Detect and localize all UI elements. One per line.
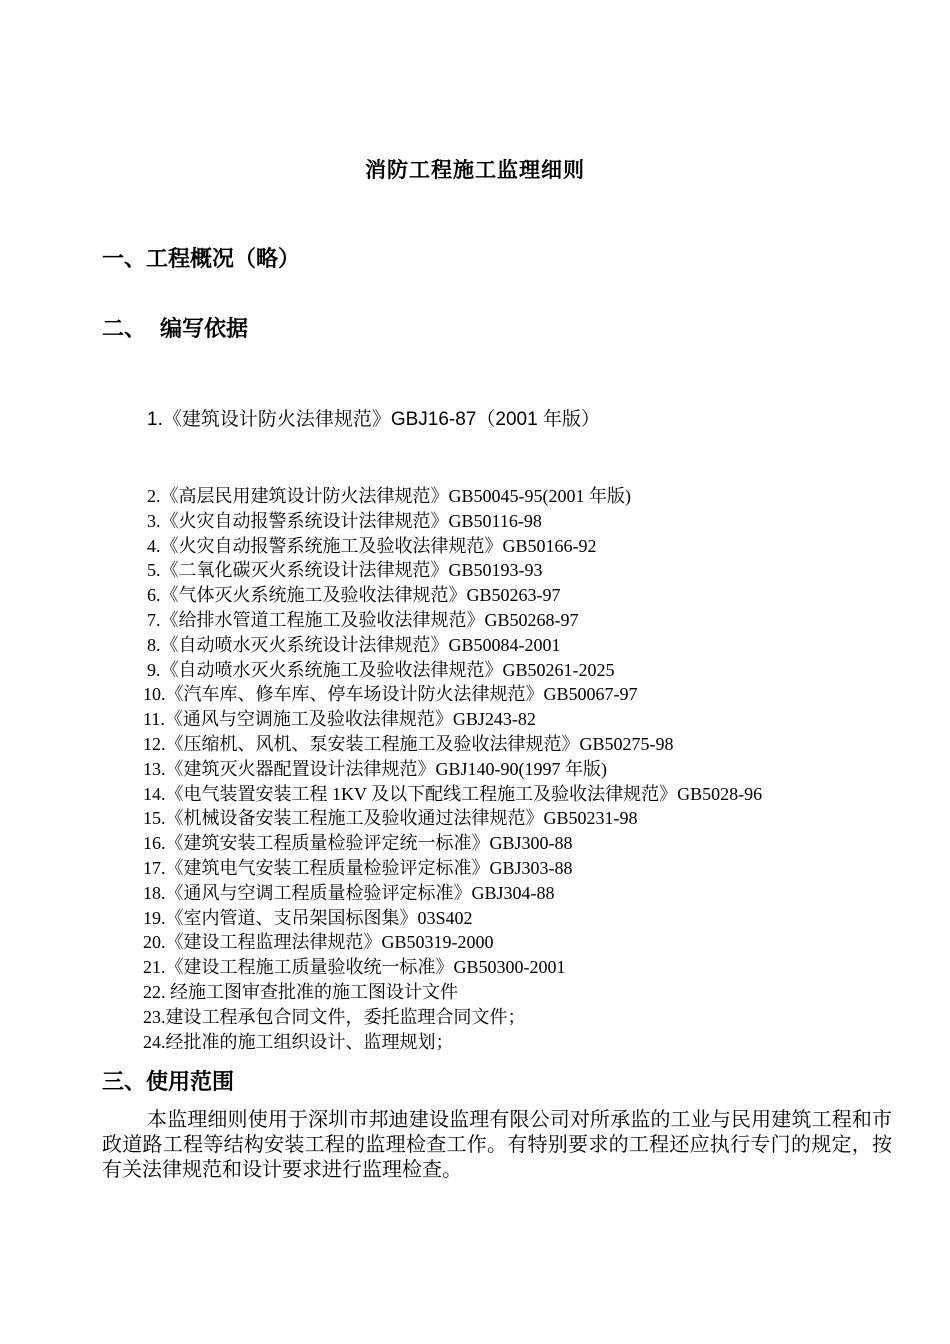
reference-item: 7.《给排水管道工程施工及验收法律规范》GB50268-97: [147, 609, 579, 630]
section-heading-basis: [102, 315, 248, 345]
reference-item: 12.《压缩机、风机、泵安装工程施工及验收法律规范》GB50275-98: [143, 733, 674, 754]
reference-item: 18.《通风与空调工程质量检验评定标准》GBJ304-88: [143, 882, 555, 903]
section-number: 二、: [102, 317, 147, 342]
section-number: 一、: [102, 247, 147, 272]
reference-item-first: 1.《建筑设计防火法律规范》GBJ16-87（2001 年版）: [147, 409, 600, 430]
reference-item: 16.《建筑安装工程质量检验评定统一标准》GBJ300-88: [143, 833, 573, 854]
reference-item: 4.《火灾自动报警系统施工及验收法律规范》GB50166-92: [147, 535, 597, 556]
reference-item: 2.《高层民用建筑设计防火法律规范》GB50045-95(2001 年版): [147, 486, 631, 506]
reference-item: 17.《建筑电气安装工程质量检验评定标准》GBJ303-88: [143, 857, 573, 878]
reference-item: 11.《通风与空调施工及验收法律规范》GBJ243-82: [143, 709, 536, 730]
reference-item: 22. 经施工图审查批准的施工图设计文件: [143, 981, 458, 1002]
document-title: 消防工程施工监理细则: [365, 158, 585, 182]
section-number: 三、: [102, 1070, 147, 1095]
section-heading-overview: [102, 245, 300, 275]
reference-item: 14.《电气装置安装工程 1KV 及以下配线工程施工及验收法律规范》GB5028-96: [143, 783, 763, 804]
reference-item: 15.《机械设备安装工程施工及验收通过法律规范》GB50231-98: [143, 808, 638, 829]
reference-item: 24.经批准的施工组织设计、监理规划；: [143, 1031, 454, 1052]
reference-item: 3.《火灾自动报警系统设计法律规范》GB50116-98: [147, 510, 542, 531]
reference-item: 9.《自动喷水灭火系统施工及验收法律规范》GB50261-2025: [147, 659, 615, 680]
section-label: 使用范围: [146, 1070, 235, 1095]
reference-item: 19.《室内管道、支吊架国标图集》03S402: [143, 907, 473, 928]
scope-paragraph: 本监理细则使用于深圳市邦迪建设监理有限公司对所承监的工业与民用建筑工程和市政道路工程等结构安装工程的监理检查工作。有特别要求的工程还应执行专门的规定，按有关法律规范和设计要求进行监理检查。: [102, 1109, 892, 1181]
reference-item: 5.《二氧化碳灭火系统设计法律规范》GB50193-93: [147, 560, 543, 581]
section-heading-scope: [102, 1068, 234, 1098]
reference-list: [143, 484, 762, 1054]
reference-item: 6.《气体灭火系统施工及验收法律规范》GB50263-97: [147, 585, 561, 606]
section-label: 工程概况（略）: [146, 247, 301, 272]
reference-item: 20.《建设工程监理法律规范》GB50319-2000: [143, 932, 494, 953]
reference-item: 8.《自动喷水灭火系统设计法律规范》GB50084-2001: [147, 634, 561, 655]
reference-item: 10.《汽车库、修车库、停车场设计防火法律规范》GB50067-97: [143, 684, 638, 705]
reference-item: 23.建设工程承包合同文件，委托监理合同文件；: [143, 1006, 526, 1027]
reference-item: 21.《建设工程施工质量验收统一标准》GB50300-2001: [143, 957, 566, 978]
reference-item: 13.《建筑灭火器配置设计法律规范》GBJ140-90(1997 年版): [143, 758, 607, 779]
section-label: 编写依据: [160, 317, 249, 342]
